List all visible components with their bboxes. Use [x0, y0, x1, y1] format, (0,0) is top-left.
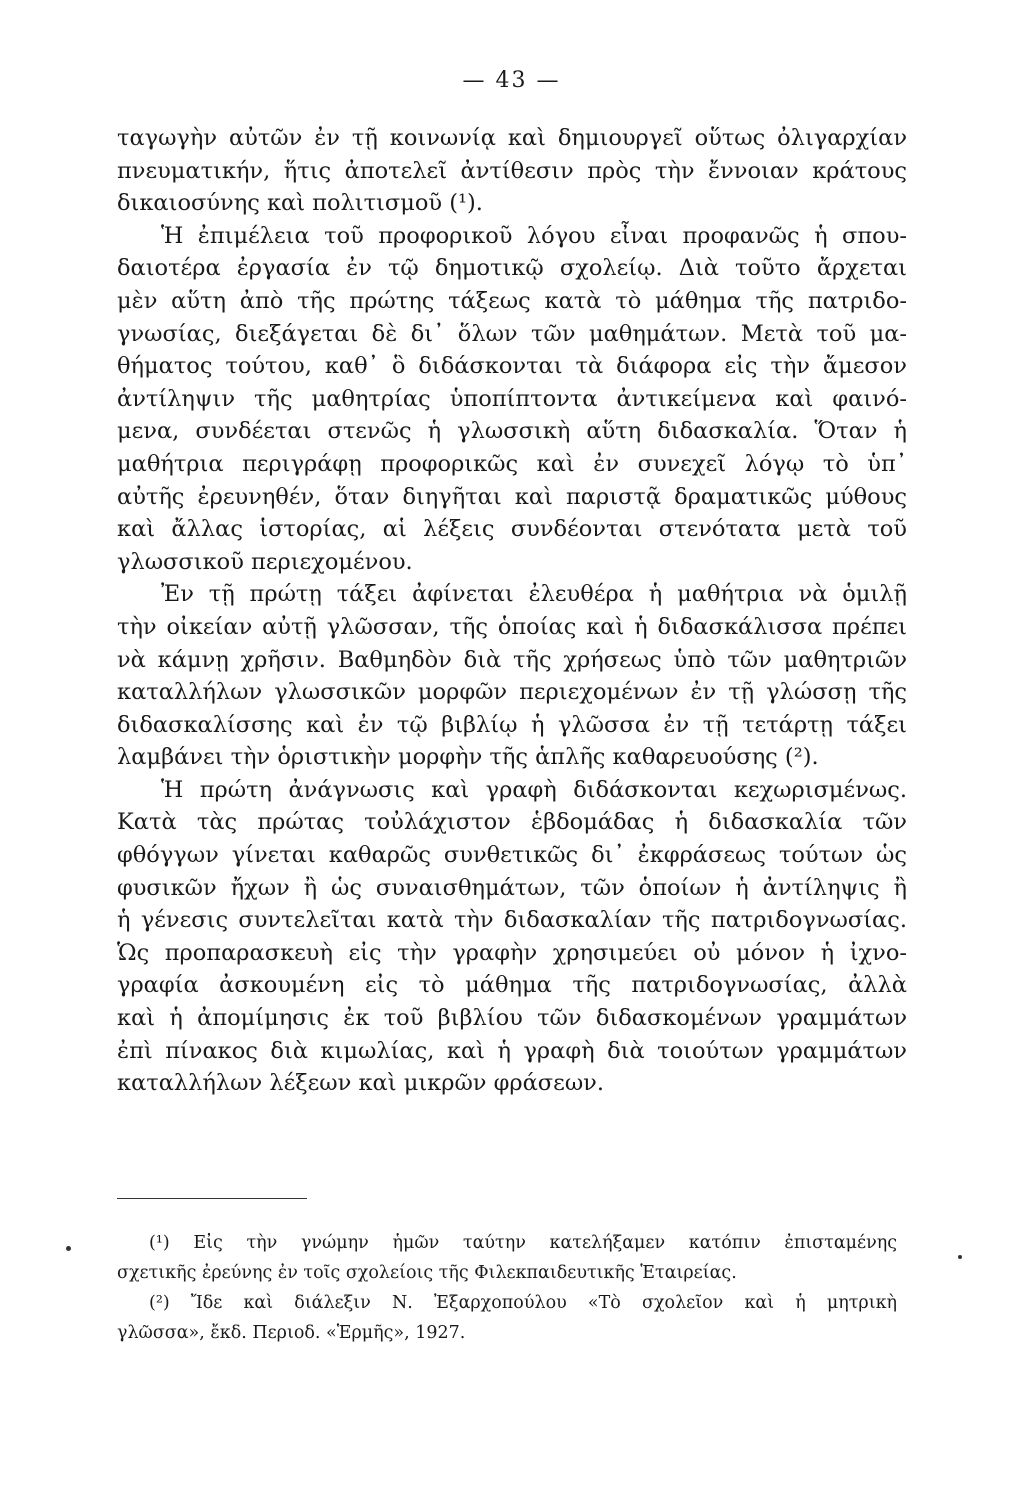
text-line: νὰ κάμνῃ χρῆσιν. Βαθμηδὸν διὰ τῆς χρήσεως ὑπὸ τῶν μαθητριῶν: [117, 646, 907, 673]
text-line: μὲν αὕτη ἀπὸ τῆς πρώτης τάξεως κατὰ τὸ μάθημα τῆς πατριδο-: [117, 287, 907, 314]
text-line: ἡ γένεσις συντελεῖται κατὰ τὴν διδασκαλίαν τῆς πατριδογνωσίας.: [117, 907, 907, 934]
text-line: διδασκαλίσσης καὶ ἐν τῷ βιβλίῳ ἡ γλῶσσα ἐν τῇ τετάρτῃ τάξει: [117, 711, 907, 738]
footnotes: [117, 1228, 897, 1348]
text-line: τὴν οἰκείαν αὐτῇ γλῶσσαν, τῆς ὁποίας καὶ ἡ διδασκάλισσα πρέπει: [117, 613, 907, 640]
text-line: γραφία ἀσκουμένη εἰς τὸ μάθημα τῆς πατριδογνωσίας, ἀλλὰ: [117, 972, 907, 999]
text-line: ἐπὶ πίνακος διὰ κιμωλίας, καὶ ἡ γραφὴ διὰ τοιούτων γραμμάτων: [117, 1037, 907, 1064]
text-line: γλωσσικοῦ περιεχομένου.: [117, 548, 413, 575]
text-line: μαθήτρια περιγράφῃ προφορικῶς καὶ ἐν συνεχεῖ λόγῳ τὸ ὑπ᾿: [117, 450, 907, 477]
text-line: Ὡς προπαρασκευὴ εἰς τὴν γραφὴν χρησιμεύει οὐ μόνον ἡ ἰχνο-: [117, 939, 907, 966]
text-line: Κατὰ τὰς πρώτας τοὐλάχιστον ἑβδομάδας ἡ διδασκαλία τῶν: [117, 809, 907, 836]
text-line: δικαιοσύνης καὶ πολιτισμοῦ (¹).: [117, 190, 483, 217]
text-line: μενα, συνδέεται στενῶς ἡ γλωσσικὴ αὕτη διδασκαλία. Ὅταν ἡ: [117, 418, 907, 445]
text-line: Ἡ πρώτη ἀνάγνωσις καὶ γραφὴ διδάσκονται κεχωρισμένως.: [161, 776, 907, 803]
footnote-divider: [117, 1198, 307, 1199]
footnote-line: (¹) Εἰς τὴν γνώμην ἡμῶν ταύτην κατελήξαμεν κατόπιν ἐπισταμένης: [149, 1233, 897, 1253]
text-line: ἀντίληψιν τῆς μαθητρίας ὑποπίπτοντα ἀντικείμενα καὶ φαινό-: [117, 385, 907, 412]
text-line: γνωσίας, διεξάγεται δὲ δι᾿ ὅλων τῶν μαθημάτων. Μετὰ τοῦ μα-: [117, 320, 907, 347]
text-line: καταλλήλων λέξεων καὶ μικρῶν φράσεων.: [117, 1070, 604, 1097]
text-line: ταγωγὴν αὐτῶν ἐν τῇ κοινωνίᾳ καὶ δημιουργεῖ οὕτως ὀλιγαρχίαν: [117, 125, 907, 151]
footnote-line: (²) Ἴδε καὶ διάλεξιν Ν. Ἐξαρχοπούλου «Τὸ σχολεῖον καὶ ἡ μητρικὴ: [149, 1293, 897, 1313]
text-line: δαιοτέρα ἐργασία ἐν τῷ δημοτικῷ σχολείῳ. Διὰ τοῦτο ἄρχεται: [117, 255, 907, 282]
text-line: αὐτῆς ἐρευνηθέν, ὅταν διηγῆται καὶ παριστᾷ δραματικῶς μύθους: [117, 483, 907, 510]
text-line: φυσικῶν ἤχων ἢ ὡς συναισθημάτων, τῶν ὁποίων ἡ ἀντίληψις ἢ: [117, 874, 907, 901]
text-line: Ἐν τῇ πρώτῃ τάξει ἀφίνεται ἐλευθέρα ἡ μαθήτρια νὰ ὁμιλῇ: [161, 581, 907, 608]
scan-speck: [66, 1246, 71, 1251]
scan-speck: [958, 1255, 962, 1259]
footnote-line: σχετικῆς ἐρεύνης ἐν τοῖς σχολείοις τῆς Φιλεκπαιδευτικῆς Ἑταιρείας.: [117, 1263, 737, 1283]
text-line: καὶ ἄλλας ἱστορίας, αἱ λέξεις συνδέονται στενότατα μετὰ τοῦ: [117, 516, 907, 543]
text-line: θήματος τούτου, καθ᾿ ὃ διδάσκονται τὰ διάφορα εἰς τὴν ἄμεσον: [117, 353, 907, 380]
text-line: φθόγγων γίνεται καθαρῶς συνθετικῶς δι᾿ ἐκφράσεως τούτων ὡς: [117, 842, 907, 869]
text-line: λαμβάνει τὴν ὁριστικὴν μορφὴν τῆς ἁπλῆς καθαρευούσης (²).: [117, 744, 819, 771]
text-line: καταλλήλων γλωσσικῶν μορφῶν περιεχομένων ἐν τῇ γλώσσῃ τῆς: [117, 679, 907, 706]
body-text: [117, 122, 907, 1100]
footnote-line: γλῶσσα», ἔκδ. Περιοδ. «Ἑρμῆς», 1927.: [117, 1323, 466, 1343]
text-line: πνευματικήν, ἥτις ἀποτελεῖ ἀντίθεσιν πρὸς τὴν ἔννοιαν κράτους: [117, 157, 907, 184]
page-number: — 43 —: [462, 68, 561, 93]
text-line: Ἡ ἐπιμέλεια τοῦ προφορικοῦ λόγου εἶναι προφανῶς ἡ σπου-: [161, 222, 907, 249]
text-line: καὶ ἡ ἀπομίμησις ἐκ τοῦ βιβλίου τῶν διδασκομένων γραμμάτων: [117, 1005, 907, 1032]
